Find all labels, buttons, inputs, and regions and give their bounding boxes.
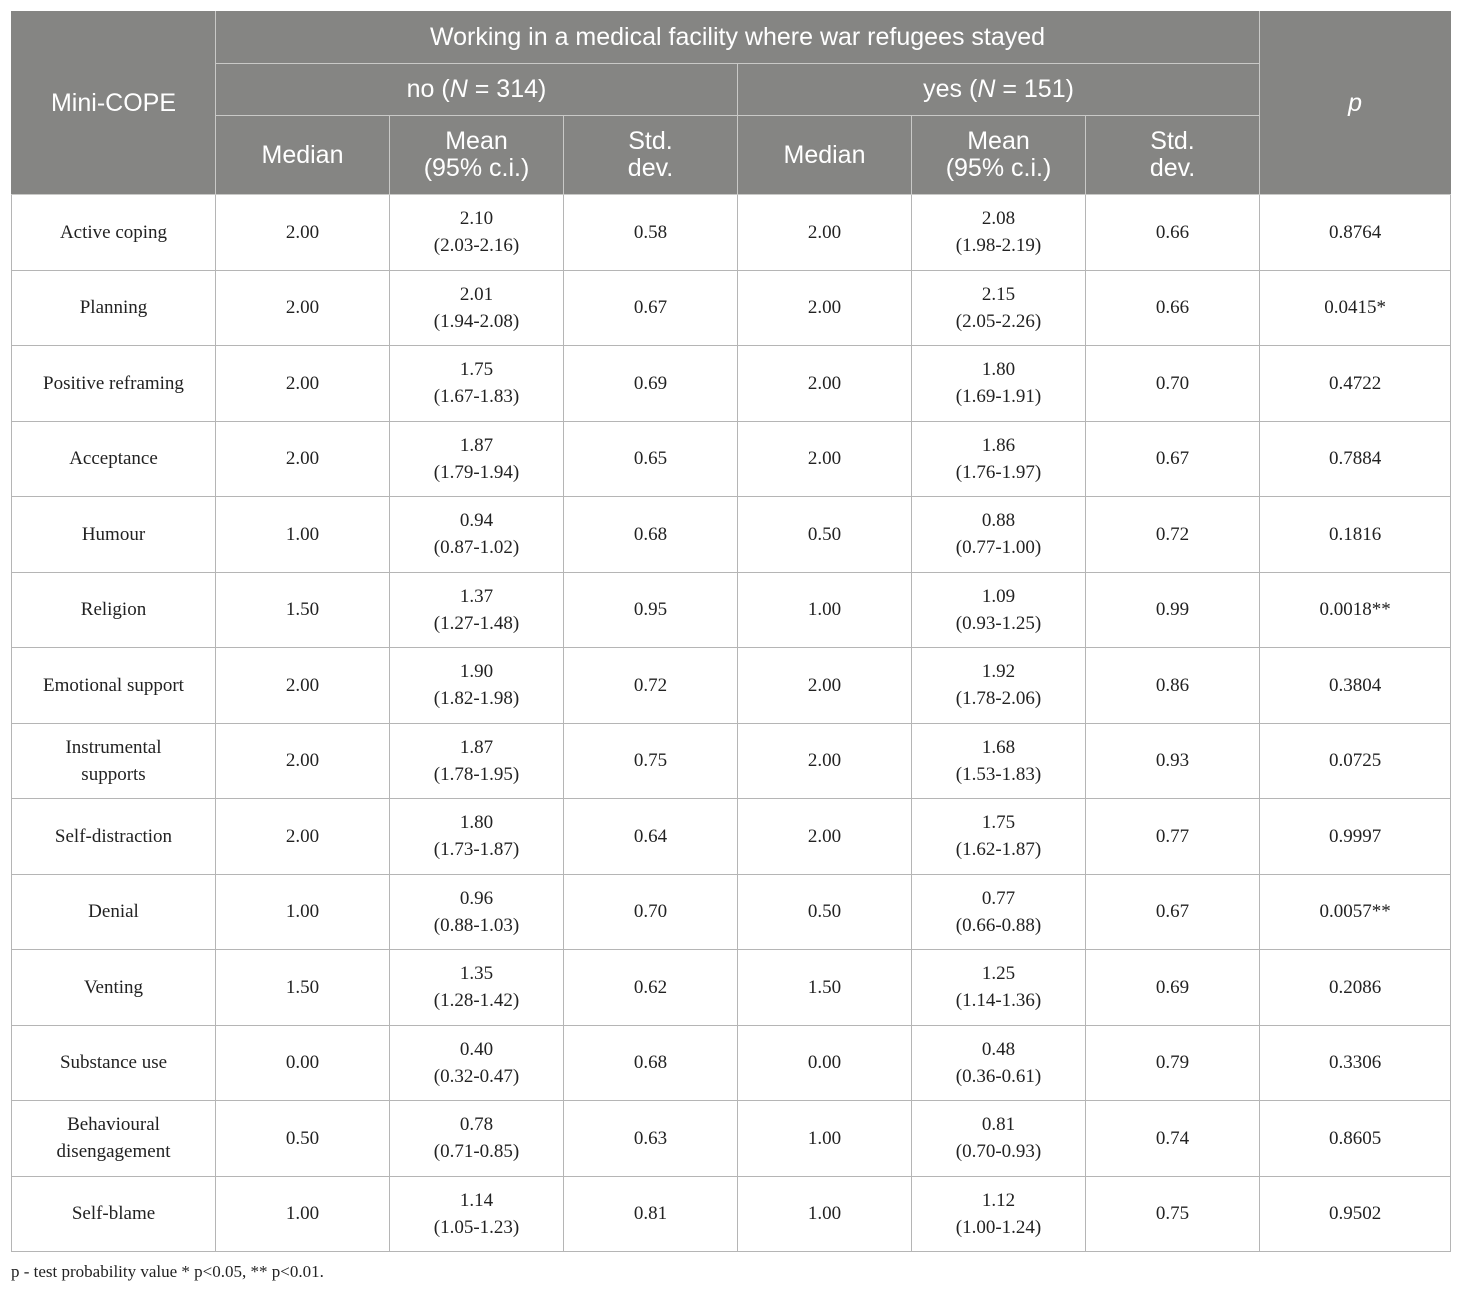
no-median-cell: 2.00 [216, 648, 390, 724]
no-mean-cell: 0.94 (0.87-1.02) [390, 497, 564, 573]
table-header [12, 12, 1451, 195]
yes-mean-cell: 0.77 (0.66-0.88) [912, 874, 1086, 950]
no-sd-cell: 0.69 [564, 346, 738, 422]
yes-sd-cell: 0.79 [1086, 1025, 1260, 1101]
group-title-header: Working in a medical facility where war refugees stayed [216, 12, 1260, 64]
no-median-cell: 1.50 [216, 572, 390, 648]
coping-strategy-name: Venting [12, 950, 216, 1026]
p-value-cell: 0.8764 [1260, 195, 1451, 271]
yes-median-cell: 0.50 [738, 497, 912, 573]
coping-strategy-name: Active coping [12, 195, 216, 271]
yes-mean-cell: 1.09 (0.93-1.25) [912, 572, 1086, 648]
no-median-cell: 1.00 [216, 497, 390, 573]
no-sd-header: Std. dev. [564, 116, 738, 195]
no-median-cell: 2.00 [216, 723, 390, 799]
no-median-cell: 0.50 [216, 1101, 390, 1177]
yes-sd-cell: 0.77 [1086, 799, 1260, 875]
yes-median-cell: 2.00 [738, 799, 912, 875]
yes-sd-cell: 0.75 [1086, 1176, 1260, 1252]
group-no-header: no (N = 314) [216, 64, 738, 116]
coping-strategy-name: Positive reframing [12, 346, 216, 422]
table-row [12, 874, 1451, 950]
yes-median-header: Median [738, 116, 912, 195]
no-sd-cell: 0.58 [564, 195, 738, 271]
no-sd-cell: 0.68 [564, 497, 738, 573]
p-value-cell: 0.3804 [1260, 648, 1451, 724]
no-mean-cell: 1.87 (1.79-1.94) [390, 421, 564, 497]
table-row [12, 1176, 1451, 1252]
p-value-cell: 0.0057** [1260, 874, 1451, 950]
no-sd-cell: 0.72 [564, 648, 738, 724]
yes-mean-cell: 1.12 (1.00-1.24) [912, 1176, 1086, 1252]
yes-mean-cell: 2.15 (2.05-2.26) [912, 270, 1086, 346]
yes-mean-cell: 0.48 (0.36-0.61) [912, 1025, 1086, 1101]
p-value-cell: 0.0725 [1260, 723, 1451, 799]
yes-median-cell: 2.00 [738, 648, 912, 724]
no-sd-cell: 0.65 [564, 421, 738, 497]
coping-strategy-name: Denial [12, 874, 216, 950]
coping-strategy-name: Self-distraction [12, 799, 216, 875]
yes-median-cell: 0.50 [738, 874, 912, 950]
coping-strategy-name: Self-blame [12, 1176, 216, 1252]
coping-strategy-name: Humour [12, 497, 216, 573]
no-median-cell: 0.00 [216, 1025, 390, 1101]
yes-sd-cell: 0.69 [1086, 950, 1260, 1026]
table-row [12, 723, 1451, 799]
no-mean-cell: 1.90 (1.82-1.98) [390, 648, 564, 724]
yes-sd-cell: 0.86 [1086, 648, 1260, 724]
no-sd-cell: 0.75 [564, 723, 738, 799]
no-mean-cell: 1.80 (1.73-1.87) [390, 799, 564, 875]
no-median-header: Median [216, 116, 390, 195]
yes-mean-cell: 1.68 (1.53-1.83) [912, 723, 1086, 799]
p-value-cell: 0.9997 [1260, 799, 1451, 875]
no-mean-cell: 1.75 (1.67-1.83) [390, 346, 564, 422]
no-sd-cell: 0.62 [564, 950, 738, 1026]
p-value-header: p [1260, 12, 1451, 195]
yes-sd-header: Std. dev. [1086, 116, 1260, 195]
no-mean-cell: 2.10 (2.03-2.16) [390, 195, 564, 271]
table-row [12, 1025, 1451, 1101]
no-sd-cell: 0.68 [564, 1025, 738, 1101]
no-mean-cell: 1.35 (1.28-1.42) [390, 950, 564, 1026]
yes-sd-cell: 0.66 [1086, 270, 1260, 346]
p-value-cell: 0.1816 [1260, 497, 1451, 573]
p-value-cell: 0.4722 [1260, 346, 1451, 422]
group-yes-header: yes (N = 151) [738, 64, 1260, 116]
coping-strategy-name: Planning [12, 270, 216, 346]
yes-median-cell: 2.00 [738, 346, 912, 422]
coping-strategy-name: Emotional support [12, 648, 216, 724]
no-median-cell: 2.00 [216, 195, 390, 271]
no-sd-cell: 0.63 [564, 1101, 738, 1177]
table-footnote: p - test probability value * p<0.05, ** p<0.01. [11, 1262, 324, 1281]
no-sd-cell: 0.95 [564, 572, 738, 648]
no-median-cell: 1.50 [216, 950, 390, 1026]
no-sd-cell: 0.67 [564, 270, 738, 346]
yes-sd-cell: 0.72 [1086, 497, 1260, 573]
no-mean-cell: 1.14 (1.05-1.23) [390, 1176, 564, 1252]
yes-mean-cell: 2.08 (1.98-2.19) [912, 195, 1086, 271]
yes-median-cell: 0.00 [738, 1025, 912, 1101]
yes-sd-cell: 0.67 [1086, 421, 1260, 497]
no-sd-cell: 0.70 [564, 874, 738, 950]
table-row [12, 421, 1451, 497]
no-median-cell: 2.00 [216, 421, 390, 497]
coping-strategy-name: Behavioural disengagement [12, 1101, 216, 1177]
p-value-cell: 0.2086 [1260, 950, 1451, 1026]
yes-mean-cell: 0.88 (0.77-1.00) [912, 497, 1086, 573]
mini-cope-table [11, 11, 1451, 1252]
yes-sd-cell: 0.66 [1086, 195, 1260, 271]
no-sd-cell: 0.64 [564, 799, 738, 875]
table-row [12, 346, 1451, 422]
table-row [12, 497, 1451, 573]
no-median-cell: 1.00 [216, 1176, 390, 1252]
no-mean-cell: 1.37 (1.27-1.48) [390, 572, 564, 648]
yes-median-cell: 1.50 [738, 950, 912, 1026]
no-mean-cell: 2.01 (1.94-2.08) [390, 270, 564, 346]
coping-strategy-name: Substance use [12, 1025, 216, 1101]
coping-strategy-name: Instrumental supports [12, 723, 216, 799]
yes-median-cell: 2.00 [738, 723, 912, 799]
no-mean-cell: 0.40 (0.32-0.47) [390, 1025, 564, 1101]
yes-median-cell: 2.00 [738, 270, 912, 346]
yes-sd-cell: 0.67 [1086, 874, 1260, 950]
table-body [12, 195, 1451, 1252]
p-value-cell: 0.0415* [1260, 270, 1451, 346]
yes-mean-cell: 0.81 (0.70-0.93) [912, 1101, 1086, 1177]
yes-median-cell: 2.00 [738, 195, 912, 271]
p-value-cell: 0.9502 [1260, 1176, 1451, 1252]
no-median-cell: 2.00 [216, 346, 390, 422]
table-row [12, 572, 1451, 648]
yes-mean-cell: 1.75 (1.62-1.87) [912, 799, 1086, 875]
no-mean-cell: 0.78 (0.71-0.85) [390, 1101, 564, 1177]
yes-sd-cell: 0.99 [1086, 572, 1260, 648]
yes-sd-cell: 0.93 [1086, 723, 1260, 799]
yes-median-cell: 1.00 [738, 1176, 912, 1252]
table-row [12, 270, 1451, 346]
no-sd-cell: 0.81 [564, 1176, 738, 1252]
p-value-cell: 0.7884 [1260, 421, 1451, 497]
yes-mean-cell: 1.92 (1.78-2.06) [912, 648, 1086, 724]
coping-strategy-name: Religion [12, 572, 216, 648]
p-value-cell: 0.3306 [1260, 1025, 1451, 1101]
yes-median-cell: 1.00 [738, 1101, 912, 1177]
no-median-cell: 2.00 [216, 270, 390, 346]
yes-median-cell: 1.00 [738, 572, 912, 648]
yes-sd-cell: 0.70 [1086, 346, 1260, 422]
yes-median-cell: 2.00 [738, 421, 912, 497]
table-row [12, 195, 1451, 271]
coping-table-container [11, 11, 1450, 1252]
yes-mean-cell: 1.86 (1.76-1.97) [912, 421, 1086, 497]
no-mean-cell: 1.87 (1.78-1.95) [390, 723, 564, 799]
yes-mean-cell: 1.80 (1.69-1.91) [912, 346, 1086, 422]
p-value-cell: 0.8605 [1260, 1101, 1451, 1177]
table-row [12, 950, 1451, 1026]
no-median-cell: 1.00 [216, 874, 390, 950]
no-mean-cell: 0.96 (0.88-1.03) [390, 874, 564, 950]
yes-mean-header: Mean (95% c.i.) [912, 116, 1086, 195]
coping-strategy-name: Acceptance [12, 421, 216, 497]
table-row [12, 1101, 1451, 1177]
no-median-cell: 2.00 [216, 799, 390, 875]
no-mean-header: Mean (95% c.i.) [390, 116, 564, 195]
table-row [12, 648, 1451, 724]
row-label-header: Mini-COPE [12, 12, 216, 195]
yes-sd-cell: 0.74 [1086, 1101, 1260, 1177]
p-value-cell: 0.0018** [1260, 572, 1451, 648]
table-row [12, 799, 1451, 875]
yes-mean-cell: 1.25 (1.14-1.36) [912, 950, 1086, 1026]
